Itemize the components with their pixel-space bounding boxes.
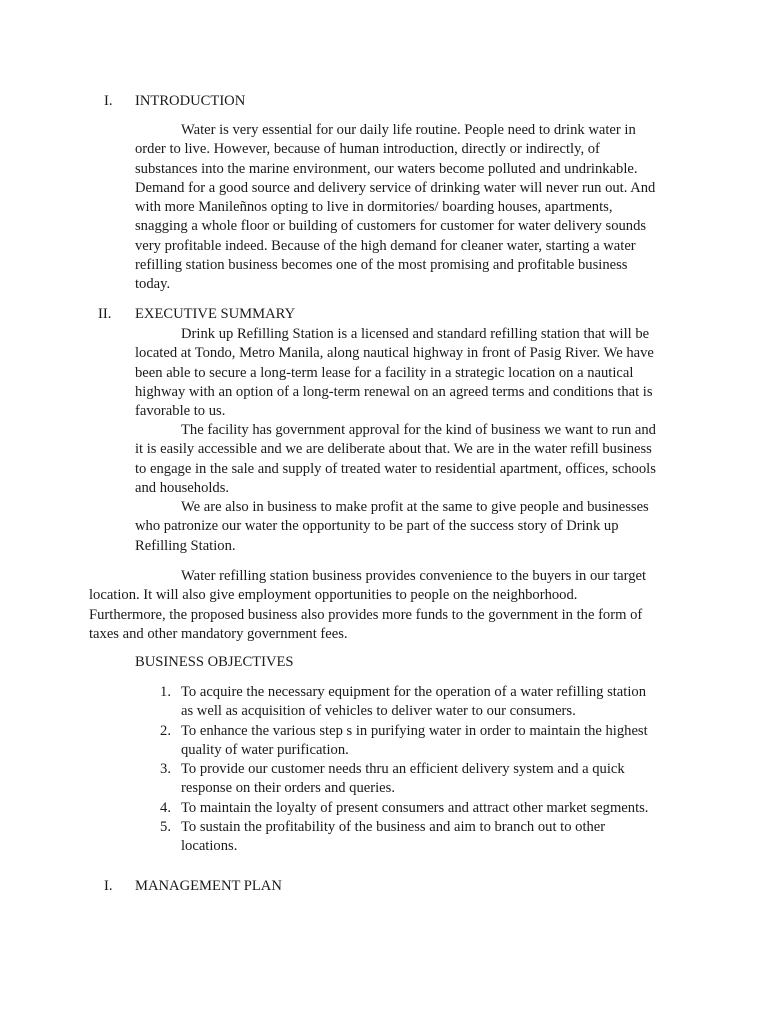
list-item xyxy=(135,799,695,818)
text-line: with more Manileñnos opting to live in dormitories/ boarding houses, apartments, xyxy=(135,199,613,216)
text-line: Demand for a good source and delivery service of drinking water will never run out. And xyxy=(135,179,656,196)
text-line: locations. xyxy=(181,838,238,855)
text-line: We are also in business to make profit at the same to give people and businesses xyxy=(181,499,649,515)
text-line: refilling station business becomes one of the most promising and profitable business xyxy=(135,257,628,274)
exec-paragraph-3 xyxy=(135,498,649,556)
text-line: To sustain the profitability of the business and aim to branch out to other xyxy=(181,819,606,836)
list-item xyxy=(135,818,695,857)
text-line: Water is very essential for our daily life routine. People need to drink water in xyxy=(181,122,636,138)
text-line: very profitable indeed. Because of the high demand for cleaner water, starting a water xyxy=(135,237,636,254)
list-number: 4. xyxy=(160,799,171,816)
text-line: To provide our customer needs thru an efficient delivery system and a quick xyxy=(181,761,625,778)
exec-paragraph-2 xyxy=(135,421,656,498)
text-line: and households. xyxy=(135,479,230,496)
text-line: snagging a whole floor or building of customers for customer for water delivery sounds xyxy=(135,218,647,235)
text-line: to engage in the sale and supply of treated water to residential apartment, offices, schools xyxy=(135,460,656,477)
text-line: Refilling Station. xyxy=(135,537,236,554)
objectives-list xyxy=(135,683,695,857)
text-line: today. xyxy=(135,276,171,293)
exec-paragraph-1 xyxy=(135,325,654,421)
list-number: 5. xyxy=(160,819,171,836)
text-line: quality of water purification. xyxy=(181,741,349,758)
text-line: order to live. However, because of human introduction, directly or indirectly, of xyxy=(135,141,600,158)
list-number: 1. xyxy=(160,684,171,700)
section-title: INTRODUCTION xyxy=(135,93,246,109)
text-line: as well as acquisition of vehicles to deliver water to our consumers. xyxy=(181,703,576,720)
text-line: it is easily accessible and we are deliberate about that. We are in the water refill business xyxy=(135,441,652,458)
text-line: taxes and other mandatory government fees. xyxy=(89,625,348,642)
text-line: who patronize our water the opportunity to be part of the success story of Drink up xyxy=(135,518,619,535)
text-line: To enhance the various step s in purifying water in order to maintain the highest xyxy=(181,722,648,739)
section-title: EXECUTIVE SUMMARY xyxy=(135,306,296,322)
section-title: BUSINESS OBJECTIVES xyxy=(135,654,294,670)
text-line: response on their orders and queries. xyxy=(181,780,395,797)
list-number: 2. xyxy=(160,722,171,739)
exec-paragraph-4 xyxy=(89,567,646,644)
list-item xyxy=(135,760,695,799)
text-line: Water refilling station business provides convenience to the buyers in our target xyxy=(181,568,647,584)
text-line: favorable to us. xyxy=(135,403,226,420)
text-line: Furthermore, the proposed business also provides more funds to the government in the form of xyxy=(89,606,643,623)
text-line: location. It will also give employment opportunities to people on the neighborhood. xyxy=(89,587,578,604)
text-line: located at Tondo, Metro Manila, along nautical highway in front of Pasig River. We have xyxy=(135,345,654,362)
intro-paragraph xyxy=(135,121,655,295)
text-line: been able to secure a long-term lease for a facility in a strategic location on a nautical xyxy=(135,364,634,381)
list-item xyxy=(135,683,695,722)
list-number: 3. xyxy=(160,761,171,778)
text-line: highway with an option of a long-term renewal on an agreed terms and conditions that is xyxy=(135,383,653,400)
text-line: To acquire the necessary equipment for the operation of a water refilling station xyxy=(181,684,646,700)
section-title: MANAGEMENT PLAN xyxy=(135,878,282,894)
list-item xyxy=(135,722,695,761)
text-line: To maintain the loyalty of present consumers and attract other market segments. xyxy=(181,799,649,816)
text-line: Drink up Refilling Station is a licensed and standard refilling station that will be xyxy=(181,326,650,342)
text-line: substances into the marine environment, our waters become polluted and undrinkable. xyxy=(135,160,638,177)
text-line: The facility has government approval for the kind of business we want to run and xyxy=(181,422,656,438)
